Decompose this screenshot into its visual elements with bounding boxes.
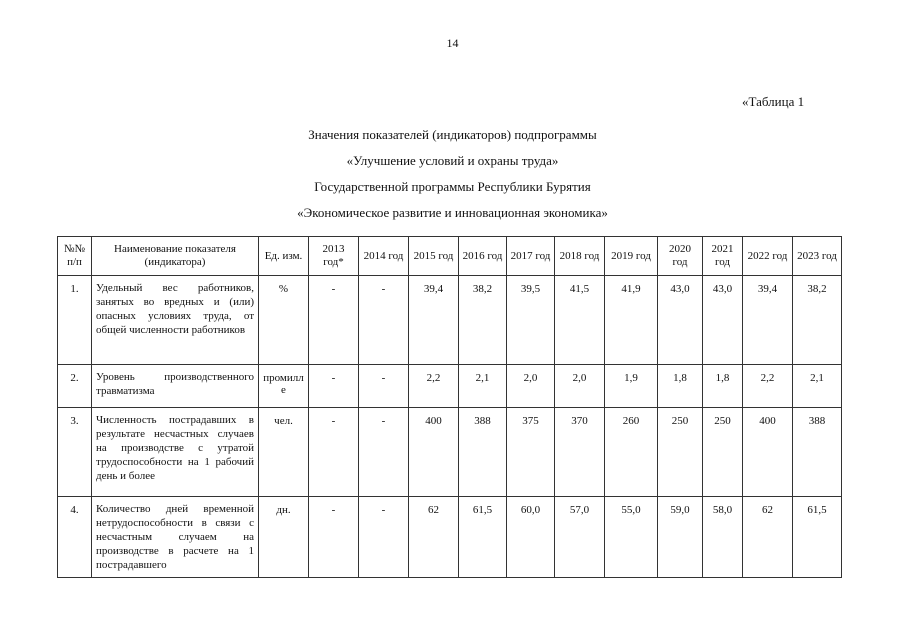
header-year: 2019 год — [605, 237, 658, 276]
indicator-name: Удельный вес работников, занятых во вредных и (или) опасных условиях труда, от общей численности работников — [92, 276, 259, 365]
title-line: Государственной программы Республики Бурятия — [314, 179, 591, 194]
value-cell: 43,0 — [658, 276, 703, 365]
table-row — [58, 365, 842, 408]
unit-cell: промилле — [259, 365, 309, 408]
unit-cell: % — [259, 276, 309, 365]
value-cell: 38,2 — [459, 276, 507, 365]
row-number: 4. — [58, 497, 92, 578]
header-name: Наименование показателя (индикатора) — [92, 237, 259, 276]
table-row — [58, 497, 842, 578]
table-title — [0, 122, 905, 226]
value-cell: 2,0 — [507, 365, 555, 408]
value-cell: 59,0 — [658, 497, 703, 578]
value-cell: - — [359, 497, 409, 578]
table-row — [58, 276, 842, 365]
table-reference: «Таблица 1 — [742, 94, 805, 109]
header-year: 2020 год — [658, 237, 703, 276]
title-line: «Экономическое развитие и инновационная экономика» — [297, 205, 608, 220]
value-cell: 388 — [459, 408, 507, 497]
value-cell: 55,0 — [605, 497, 658, 578]
value-cell: 39,4 — [743, 276, 793, 365]
value-cell: 2,2 — [743, 365, 793, 408]
value-cell: 1,8 — [658, 365, 703, 408]
title-line: Значения показателей (индикаторов) подпрограммы — [308, 127, 597, 142]
header-unit: Ед. изм. — [259, 237, 309, 276]
value-cell: 370 — [555, 408, 605, 497]
value-cell: 2,1 — [793, 365, 842, 408]
row-number: 3. — [58, 408, 92, 497]
title-line: «Улучшение условий и охраны труда» — [346, 153, 559, 168]
header-year: 2021 год — [703, 237, 743, 276]
value-cell: 43,0 — [703, 276, 743, 365]
value-cell: - — [309, 408, 359, 497]
value-cell: 1,8 — [703, 365, 743, 408]
header-year: 2013 год* — [309, 237, 359, 276]
value-cell: 62 — [409, 497, 459, 578]
table-header-row — [58, 237, 842, 276]
value-cell: 39,5 — [507, 276, 555, 365]
row-number: 2. — [58, 365, 92, 408]
value-cell: 375 — [507, 408, 555, 497]
value-cell: 260 — [605, 408, 658, 497]
value-cell: 41,9 — [605, 276, 658, 365]
page-number: 14 — [446, 36, 459, 50]
unit-cell: чел. — [259, 408, 309, 497]
value-cell: - — [309, 276, 359, 365]
value-cell: 250 — [703, 408, 743, 497]
header-year: 2018 год — [555, 237, 605, 276]
value-cell: 60,0 — [507, 497, 555, 578]
header-year: 2014 год — [359, 237, 409, 276]
header-year: 2016 год — [459, 237, 507, 276]
header-year: 2015 год — [409, 237, 459, 276]
value-cell: 41,5 — [555, 276, 605, 365]
indicator-name: Уровень производственного травматизма — [92, 365, 259, 408]
value-cell: 39,4 — [409, 276, 459, 365]
row-number: 1. — [58, 276, 92, 365]
value-cell: 62 — [743, 497, 793, 578]
value-cell: 388 — [793, 408, 842, 497]
table-row — [58, 408, 842, 497]
value-cell: 400 — [409, 408, 459, 497]
value-cell: 400 — [743, 408, 793, 497]
header-year: 2022 год — [743, 237, 793, 276]
value-cell: 1,9 — [605, 365, 658, 408]
indicator-name: Численность пострадавших в результате несчастных случаев на производстве с утратой трудоспособности на 1 рабочий день и более — [92, 408, 259, 497]
value-cell: 2,0 — [555, 365, 605, 408]
value-cell: - — [359, 276, 409, 365]
indicators-table — [57, 236, 842, 578]
header-num: №№ п/п — [58, 237, 92, 276]
value-cell: - — [309, 365, 359, 408]
header-year: 2023 год — [793, 237, 842, 276]
value-cell: - — [359, 365, 409, 408]
value-cell: 58,0 — [703, 497, 743, 578]
value-cell: - — [309, 497, 359, 578]
value-cell: - — [359, 408, 409, 497]
value-cell: 57,0 — [555, 497, 605, 578]
unit-cell: дн. — [259, 497, 309, 578]
value-cell: 2,1 — [459, 365, 507, 408]
value-cell: 250 — [658, 408, 703, 497]
value-cell: 2,2 — [409, 365, 459, 408]
header-year: 2017 год — [507, 237, 555, 276]
indicator-name: Количество дней временной нетрудоспособности в связи с несчастным случаем на производстве в расчете на 1 пострадавшего — [92, 497, 259, 578]
value-cell: 61,5 — [793, 497, 842, 578]
value-cell: 61,5 — [459, 497, 507, 578]
value-cell: 38,2 — [793, 276, 842, 365]
